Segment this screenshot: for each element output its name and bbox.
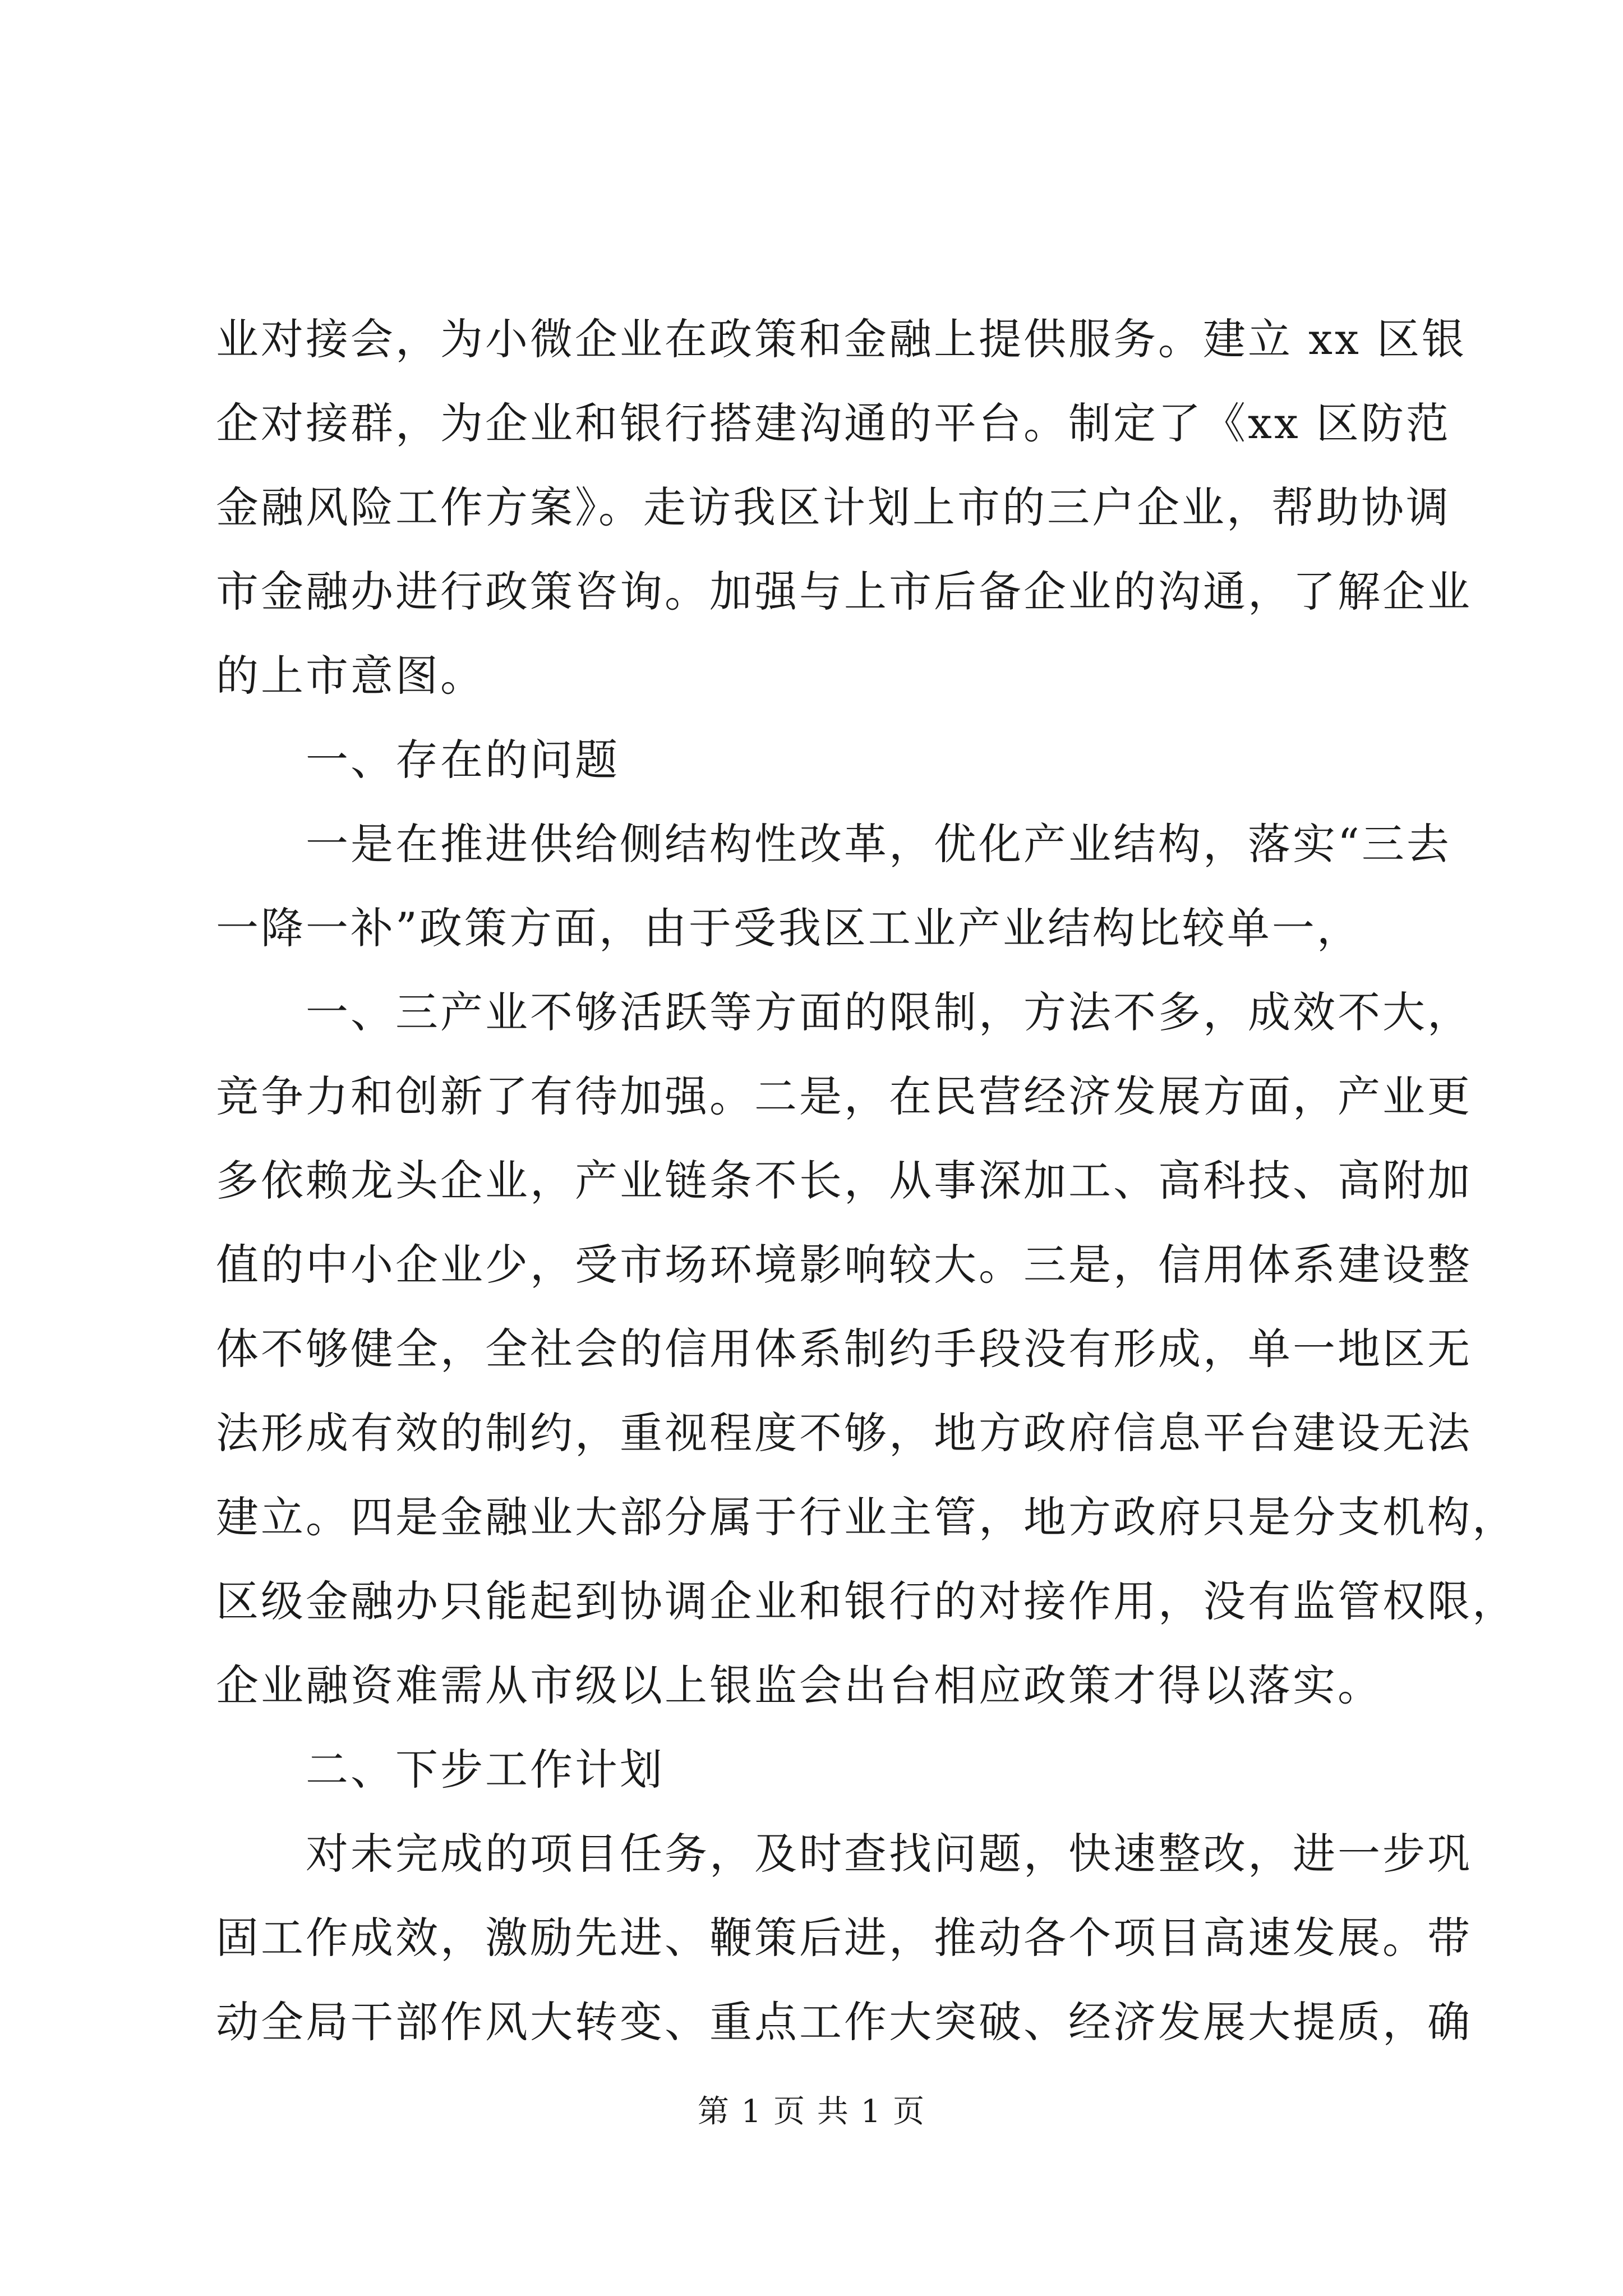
text-line: 区级金融办只能起到协调企业和银行的对接作用，没有监管权限， (216, 1576, 1517, 1626)
text-line: 体不够健全，全社会的信用体系制约手段没有形成，单一地区无 (216, 1324, 1472, 1374)
text-line: 多依赖龙头企业，产业链条不长，从事深加工、高科技、高附加 (216, 1156, 1472, 1205)
section-heading-next-steps: 二、下步工作计划 (306, 1745, 665, 1795)
text-line: 竞争力和创新了有待加强。二是，在民营经济发展方面，产业更 (216, 1071, 1472, 1121)
text-line: 企业融资难需从市级以上银监会出台相应政策才得以落实。 (216, 1660, 1382, 1710)
text-line: 业对接会，为小微企业在政策和金融上提供服务。建立 xx 区银 (216, 314, 1467, 364)
text-line: 建立。四是金融业大部分属于行业主管，地方政府只是分支机构， (216, 1492, 1517, 1542)
page-footer: 第 1 页 共 1 页 (697, 2093, 926, 2130)
text-line: 法形成有效的制约，重视程度不够，地方政府信息平台建设无法 (216, 1408, 1472, 1458)
text-line: 一是在推进供给侧结构性改革，优化产业结构，落实“三去 (306, 819, 1451, 869)
section-heading-problems: 一、存在的问题 (306, 735, 620, 785)
text-line: 固工作成效，激励先进、鞭策后进，推动各个项目高速发展。带 (216, 1913, 1472, 1963)
text-line: 金融风险工作方案》。走访我区计划上市的三户企业，帮助协调 (216, 482, 1451, 532)
text-line: 市金融办进行政策咨询。加强与上市后备企业的沟通，了解企业 (216, 567, 1472, 616)
text-line: 企对接群，为企业和银行搭建沟通的平台。制定了《xx 区防范 (216, 398, 1451, 448)
text-line: 的上市意图。 (216, 651, 485, 701)
text-line: 一降一补”政策方面，由于受我区工业产业结构比较单一， (216, 903, 1362, 953)
document-body (216, 297, 1517, 2064)
text-line: 值的中小企业少，受市场环境影响较大。三是，信用体系建设整 (216, 1240, 1472, 1290)
text-line: 一、三产业不够活跃等方面的限制，方法不多，成效不大， (306, 987, 1472, 1037)
text-line: 动全局干部作风大转变、重点工作大突破、经济发展大提质，确 (216, 1997, 1472, 2047)
text-line: 对未完成的项目任务，及时查找问题，快速整改，进一步巩 (306, 1829, 1472, 1879)
